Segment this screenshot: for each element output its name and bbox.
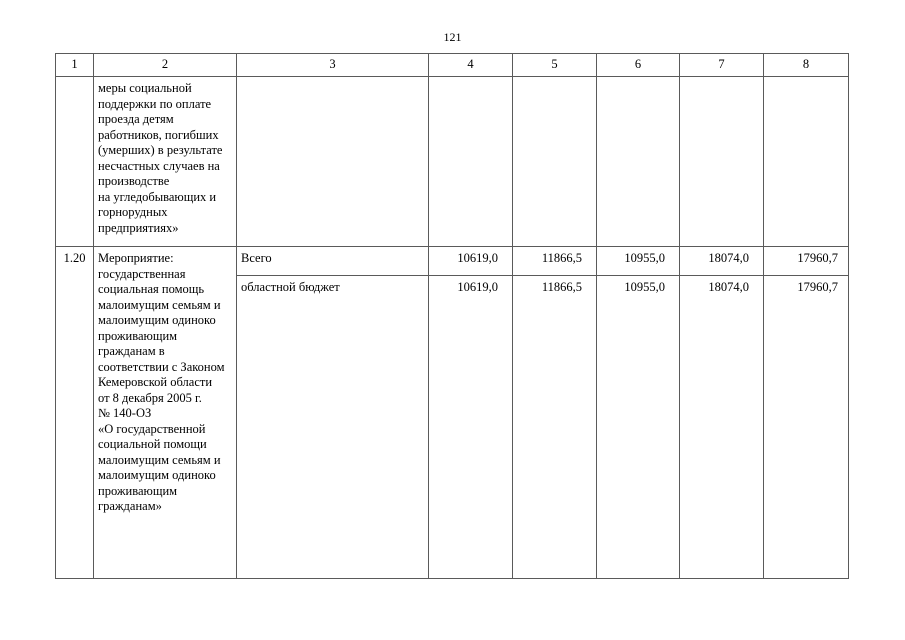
budget-table	[55, 53, 849, 579]
cell-value	[513, 77, 597, 247]
column-header: 3	[237, 54, 429, 77]
cell-value	[764, 77, 849, 247]
funding-value: 10619,0	[429, 247, 513, 276]
funding-value: 10955,0	[597, 247, 680, 276]
table-header-row	[56, 54, 849, 77]
column-header: 8	[764, 54, 849, 77]
cell-description	[94, 77, 237, 247]
column-header: 4	[429, 54, 513, 77]
cell-description	[94, 247, 237, 579]
funding-value: 10955,0	[597, 276, 680, 579]
funding-value: 10619,0	[429, 276, 513, 579]
funding-source: областной бюджет	[237, 276, 429, 579]
cell-value	[429, 77, 513, 247]
column-header: 7	[680, 54, 764, 77]
continuation-description: меры социальной поддержки по оплате проезда детям работников, погибших (умерших) в результате несчастных случаев на производстве на угледобывающих и горнорудных предприятиях»	[98, 81, 223, 235]
funding-value: 18074,0	[680, 247, 764, 276]
cell-number	[56, 77, 94, 247]
funding-value: 17960,7	[764, 247, 849, 276]
activity-number: 1.20	[56, 247, 94, 579]
column-header: 6	[597, 54, 680, 77]
column-header: 2	[94, 54, 237, 77]
table-row-continuation	[56, 77, 849, 247]
funding-value: 17960,7	[764, 276, 849, 579]
table-row-total	[56, 247, 849, 276]
column-header: 5	[513, 54, 597, 77]
cell-value	[597, 77, 680, 247]
funding-value: 18074,0	[680, 276, 764, 579]
funding-source: Всего	[237, 247, 429, 276]
funding-value: 11866,5	[513, 247, 597, 276]
cell-value	[680, 77, 764, 247]
cell-source	[237, 77, 429, 247]
column-header: 1	[56, 54, 94, 77]
funding-value: 11866,5	[513, 276, 597, 579]
page-number: 121	[443, 30, 462, 44]
activity-description: Мероприятие: государственная социальная помощь малоимущим семьям и малоимущим одиноко проживающим гражданам в соответствии с Законом Кемеровской области от 8 декабря 2005 г. № 140-ОЗ «О государственной социальной помощи малоимущим семьям и малоимущим одиноко проживающим гражданам»	[98, 251, 225, 513]
